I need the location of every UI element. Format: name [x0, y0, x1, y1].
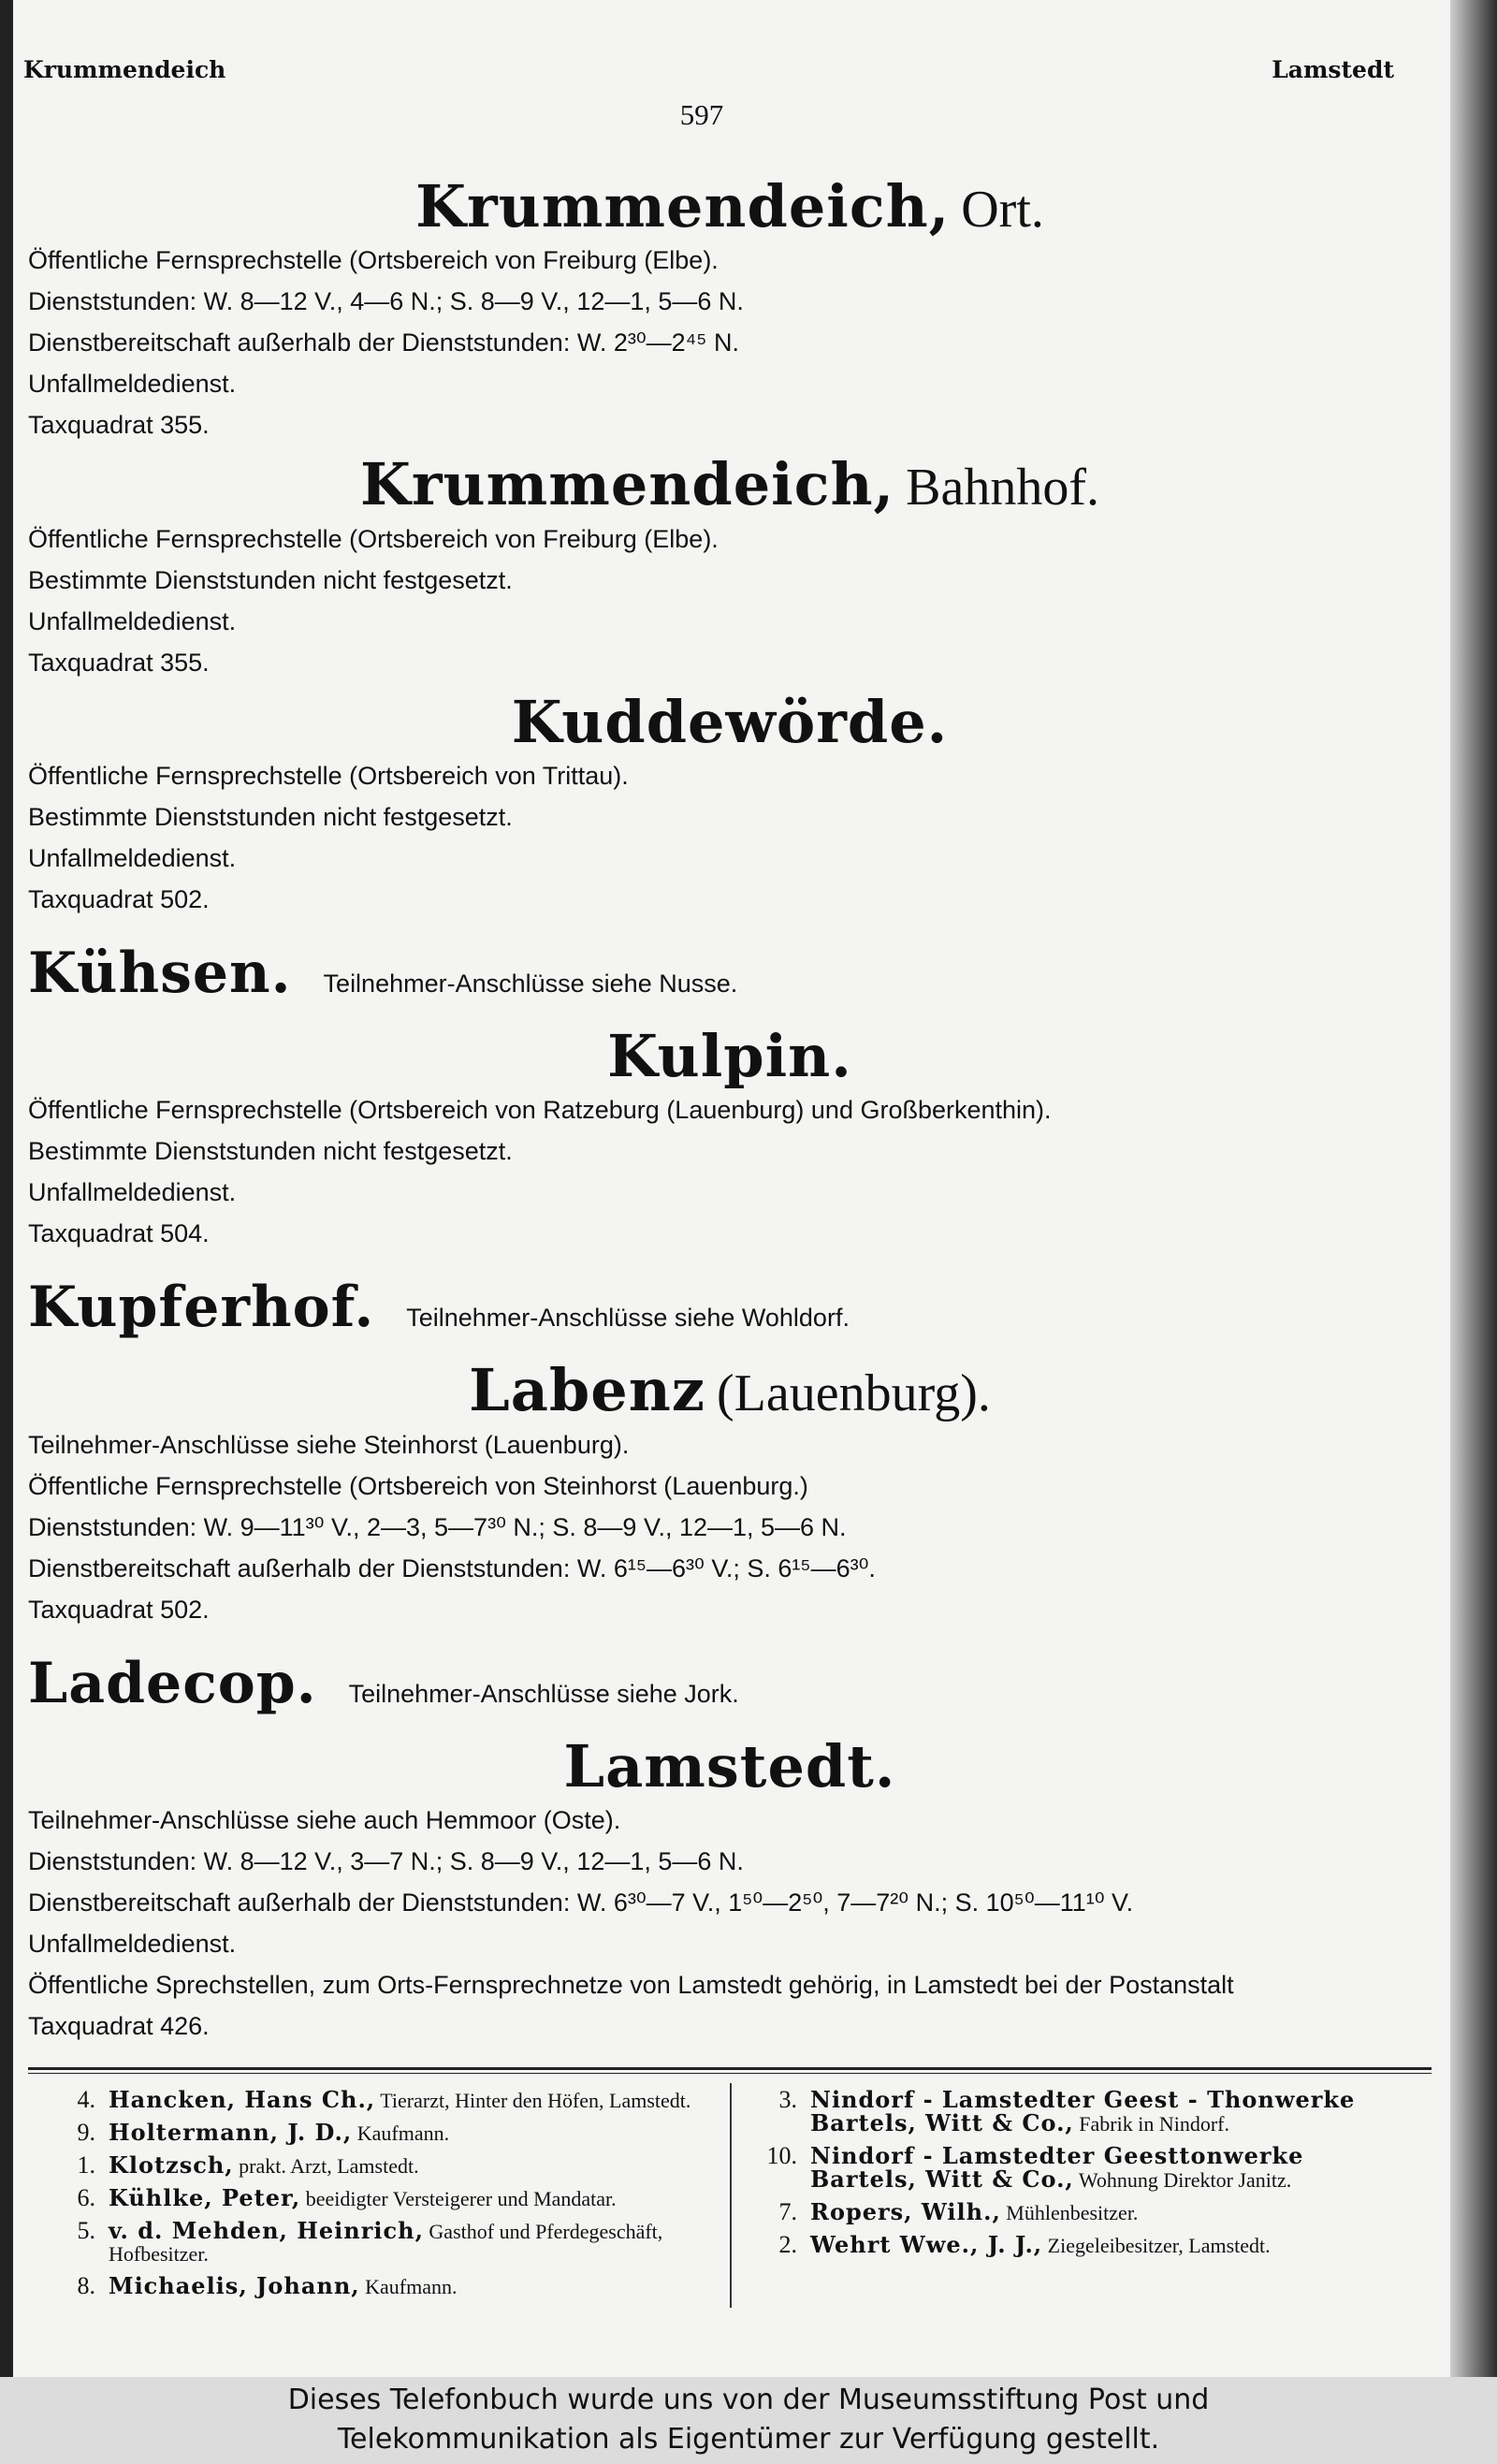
scan-edge-right — [1450, 0, 1497, 2377]
place-name: Kühsen. — [28, 940, 292, 1007]
place-name: Kupferhof. — [28, 1275, 375, 1341]
subscriber-row — [45, 2086, 713, 2114]
subscriber-desc: Kaufmann. — [365, 2275, 458, 2299]
cross-reference: Teilnehmer-Anschlüsse siehe Nusse. — [323, 970, 738, 999]
place-suffix: Bahnhof. — [906, 459, 1099, 518]
entry-line: Bestimmte Dienststunden nicht festgesetzt. — [28, 1137, 513, 1166]
running-head-right: Lamstedt — [1272, 56, 1394, 83]
directory-content — [28, 173, 1432, 2308]
entry-line: Taxquadrat 502. — [28, 885, 210, 914]
entry-line: Dienstbereitschaft außerhalb der Dienststunden: W. 6¹⁵—6³⁰ V.; S. 6¹⁵—6³⁰. — [28, 1553, 876, 1582]
subscriber-desc: Wohnung Direktor Janitz. — [1078, 2168, 1292, 2193]
subscriber-row — [747, 2086, 1415, 2137]
entry-labenz — [28, 1357, 1432, 1629]
subscriber-listing — [28, 2083, 1432, 2308]
subscriber-number: 2. — [778, 2231, 797, 2259]
subscriber-number: 6. — [77, 2184, 95, 2212]
entry-heading — [28, 1357, 1432, 1423]
entry-heading — [28, 1733, 1432, 1800]
cross-reference: Teilnehmer-Anschlüsse siehe Jork. — [348, 1679, 739, 1708]
subscriber-column-right — [730, 2083, 1432, 2308]
entry-line: Öffentliche Fernsprechstelle (Ortsbereich von Steinhorst (Lauenburg.) — [28, 1471, 808, 1500]
column-divider — [730, 2083, 732, 2308]
ownership-notice-line-1: Dieses Telefonbuch wurde uns von der Museumsstiftung Post und — [287, 2384, 1210, 2416]
entry-heading — [28, 1023, 1432, 1089]
subscriber-name: Nindorf - Lamstedter Geesttonwerke Bartels, Witt & Co., — [810, 2142, 1304, 2194]
entry-line: Teilnehmer-Anschlüsse siehe Steinhorst (Lauenburg). — [28, 1430, 630, 1459]
place-name: Lamstedt. — [563, 1731, 896, 1801]
subscriber-name: Michaelis, Johann, — [109, 2272, 360, 2300]
entry-line: Teilnehmer-Anschlüsse siehe auch Hemmoor (Oste). — [28, 1806, 621, 1835]
section-divider — [28, 2067, 1432, 2074]
place-name: Kulpin. — [607, 1022, 852, 1091]
entry-line: Taxquadrat 426. — [28, 2012, 210, 2041]
ownership-notice-line-2: Telekommunikation als Eigentümer zur Verfügung gestellt. — [337, 2423, 1160, 2456]
subscriber-row — [45, 2121, 713, 2145]
entry-heading — [28, 173, 1432, 240]
subscriber-column-left — [28, 2083, 730, 2308]
entry-krummendeich-ort — [28, 173, 1432, 445]
entry-line: Unfallmeldedienst. — [28, 844, 237, 873]
subscriber-name: Kühlke, Peter, — [109, 2184, 301, 2212]
subscriber-name: Holtermann, J. D., — [109, 2119, 353, 2147]
subscriber-row — [45, 2217, 713, 2267]
entry-line: Öffentliche Fernsprechstelle (Ortsbereich von Freiburg (Elbe). — [28, 524, 719, 553]
subscriber-row — [747, 2198, 1415, 2226]
ownership-notice — [0, 2377, 1497, 2464]
entry-kupferhof — [28, 1275, 1432, 1340]
subscriber-desc: Fabrik in Nindorf. — [1079, 2112, 1229, 2136]
subscriber-name: Ropers, Wilh., — [810, 2198, 1001, 2226]
subscriber-number: 10. — [766, 2142, 797, 2170]
entry-line: Unfallmeldedienst. — [28, 606, 237, 635]
subscriber-row — [45, 2272, 713, 2300]
subscriber-row — [747, 2231, 1415, 2259]
place-suffix: (Lauenburg). — [717, 1364, 991, 1423]
subscriber-desc: prakt. Arzt, Lamstedt. — [239, 2154, 419, 2179]
entry-line: Bestimmte Dienststunden nicht festgesetzt. — [28, 803, 513, 832]
entry-line: Dienststunden: W. 9—11³⁰ V., 2—3, 5—7³⁰ N.; S. 8—9 V., 12—1, 5—6 N. — [28, 1512, 847, 1541]
running-head-left: Krummendeich — [23, 56, 226, 83]
entry-heading — [28, 689, 1432, 755]
entry-line: Taxquadrat 355. — [28, 648, 210, 677]
entry-line: Dienststunden: W. 8—12 V., 4—6 N.; S. 8—9 V., 12—1, 5—6 N. — [28, 287, 744, 316]
subscriber-desc: beeidigter Versteigerer und Mandatar. — [305, 2187, 617, 2211]
subscriber-number: 8. — [77, 2272, 95, 2300]
subscriber-desc: Tierarzt, Hinter den Höfen, Lamstedt. — [380, 2089, 691, 2113]
subscriber-name: Klotzsch, — [109, 2151, 234, 2180]
subscriber-row — [45, 2184, 713, 2212]
entry-kulpin — [28, 1023, 1432, 1254]
entry-line: Dienststunden: W. 8—12 V., 3—7 N.; S. 8—9 V., 12—1, 5—6 N. — [28, 1847, 744, 1876]
entry-krummendeich-bahnhof — [28, 451, 1432, 682]
subscriber-row — [45, 2151, 713, 2180]
subscriber-number: 9. — [77, 2119, 95, 2147]
entry-line: Unfallmeldedienst. — [28, 370, 237, 399]
entry-lamstedt — [28, 1733, 1432, 2047]
subscriber-name: Hancken, Hans Ch., — [109, 2086, 376, 2114]
entry-line: Taxquadrat 355. — [28, 411, 210, 440]
subscriber-number: 3. — [778, 2086, 797, 2114]
entry-line: Dienstbereitschaft außerhalb der Dienststunden: W. 2³⁰—2⁴⁵ N. — [28, 328, 739, 357]
subscriber-desc: Gasthof und Pferdegeschäft, Hofbesitzer. — [109, 2220, 663, 2267]
entry-line: Bestimmte Dienststunden nicht festgesetzt. — [28, 565, 513, 594]
entry-line: Unfallmeldedienst. — [28, 1930, 237, 1959]
subscriber-desc: Mühlenbesitzer. — [1006, 2201, 1139, 2225]
page-number: 597 — [679, 98, 724, 131]
entry-line: Öffentliche Fernsprechstelle (Ortsbereich von Ratzeburg (Lauenburg) und Großberkenthin). — [28, 1096, 1052, 1125]
cross-reference: Teilnehmer-Anschlüsse siehe Wohldorf. — [406, 1304, 850, 1333]
subscriber-name: v. d. Mehden, Heinrich, — [109, 2217, 424, 2245]
entry-line: Taxquadrat 502. — [28, 1595, 210, 1624]
subscriber-number: 1. — [77, 2151, 95, 2180]
place-suffix: Ort. — [961, 181, 1044, 239]
entry-kuehsen — [28, 940, 1432, 1006]
subscriber-row — [747, 2142, 1415, 2194]
subscriber-number: 4. — [77, 2086, 95, 2114]
place-name: Labenz — [469, 1356, 705, 1425]
subscriber-number: 7. — [778, 2198, 797, 2226]
subscriber-name: Nindorf - Lamstedter Geest - Thonwerke Bartels, Witt & Co., — [810, 2086, 1356, 2137]
entry-kuddewoerde — [28, 689, 1432, 920]
entry-line: Öffentliche Fernsprechstelle (Ortsbereich von Freiburg (Elbe). — [28, 246, 719, 275]
entry-line: Dienstbereitschaft außerhalb der Dienststunden: W. 6³⁰—7 V., 1⁵⁰—2⁵⁰, 7—7²⁰ N.; S. 10⁵⁰—11¹⁰ V. — [28, 1888, 1134, 1917]
subscriber-desc: Ziegeleibesitzer, Lamstedt. — [1047, 2234, 1271, 2258]
place-name: Kuddewörde. — [511, 687, 949, 756]
subscriber-name: Wehrt Wwe., J. J., — [810, 2231, 1043, 2259]
place-name: Krummendeich, — [415, 172, 951, 241]
place-name: Krummendeich, — [360, 450, 895, 519]
entry-line: Öffentliche Sprechstellen, zum Orts-Fernsprechnetze von Lamstedt gehörig, in Lamstedt bei der Postanstalt — [28, 1971, 1234, 2000]
entry-line: Unfallmeldedienst. — [28, 1178, 237, 1207]
scan-edge-left — [0, 0, 13, 2377]
place-name: Ladecop. — [28, 1650, 317, 1716]
entry-line: Öffentliche Fernsprechstelle (Ortsbereich von Trittau). — [28, 762, 629, 791]
entry-heading — [28, 451, 1432, 518]
entry-ladecop — [28, 1651, 1432, 1716]
entry-line: Taxquadrat 504. — [28, 1219, 210, 1248]
subscriber-desc: Kaufmann. — [356, 2121, 450, 2146]
subscriber-number: 5. — [77, 2217, 95, 2245]
